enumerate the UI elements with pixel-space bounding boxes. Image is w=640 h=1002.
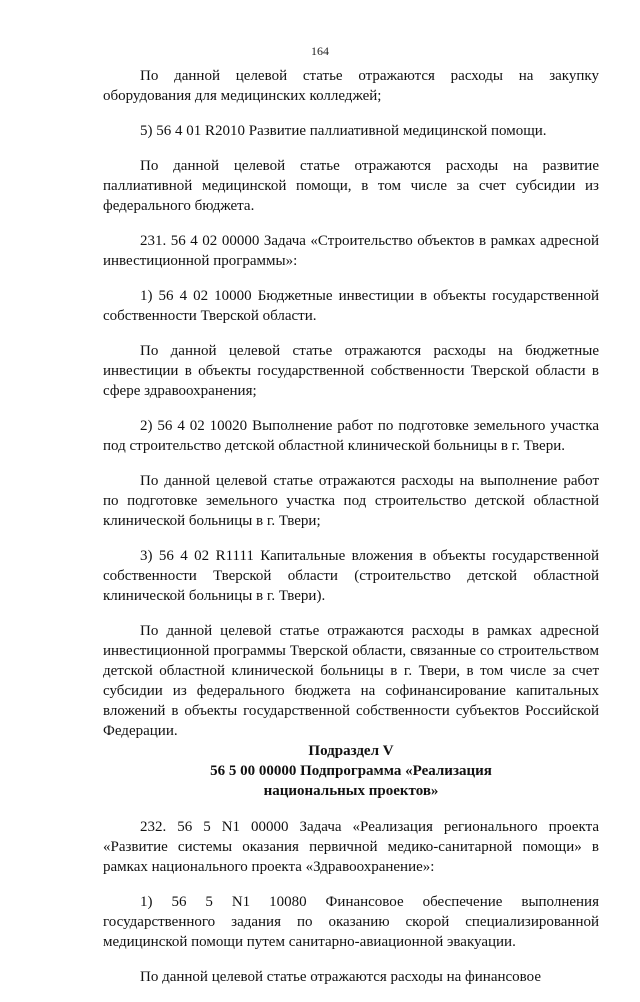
paragraph: 231. 56 4 02 00000 Задача «Строительство объектов в рамках адресной инвестиционной программы»: — [103, 233, 599, 269]
page-number: 164 — [311, 44, 329, 58]
paragraph: По данной целевой статье отражаются расходы на закупку оборудования для медицинских колледжей; — [103, 68, 599, 104]
document-body — [103, 66, 599, 1002]
paragraph: 1) 56 5 N1 10080 Финансовое обеспечение выполнения государственного задания по оказанию скорой специализированной медицинской помощи путем санитарно-авиационной эвакуации. — [103, 894, 599, 950]
heading-line: Подраздел V — [308, 743, 394, 759]
section-heading — [103, 741, 599, 801]
paragraph: 5) 56 4 01 R2010 Развитие паллиативной медицинской помощи. — [140, 123, 547, 139]
paragraph: По данной целевой статье отражаются расходы на финансовое — [140, 969, 541, 985]
paragraph: По данной целевой статье отражаются расходы на развитие паллиативной медицинской помощи, в том числе за счет субсидии из федерального бюджета. — [103, 158, 599, 214]
paragraph: По данной целевой статье отражаются расходы на выполнение работ по подготовке земельного участка под строительство детской областной клинической больницы в г. Твери; — [103, 473, 599, 529]
paragraph: 232. 56 5 N1 00000 Задача «Реализация регионального проекта «Развитие системы оказания первичной медико-санитарной помощи» в рамках национального проекта «Здравоохранение»: — [103, 819, 599, 875]
paragraph: 2) 56 4 02 10020 Выполнение работ по подготовке земельного участка под строительство детской областной клинической больницы в г. Твери. — [103, 418, 599, 454]
heading-line: национальных проектов» — [263, 783, 439, 799]
paragraph: По данной целевой статье отражаются расходы в рамках адресной инвестиционной программы Тверской области, связанные со строительством детской областной клинической больницы в г. Твери, в том числе за счет субсидии из федерального бюджета на софинансирование капитальных вложений в объекты государственной собственности субъектов Российской Федерации. — [103, 623, 599, 739]
paragraph: По данной целевой статье отражаются расходы на бюджетные инвестиции в объекты государственной собственности Тверской области в сфере здравоохранения; — [103, 343, 599, 399]
paragraph: 1) 56 4 02 10000 Бюджетные инвестиции в объекты государственной собственности Тверской области. — [103, 288, 599, 324]
heading-line: 56 5 00 00000 Подпрограмма «Реализация — [210, 763, 492, 779]
paragraph: 3) 56 4 02 R1111 Капитальные вложения в объекты государственной собственности Тверской области (строительство детской областной клинической больницы в г. Твери). — [103, 548, 599, 604]
